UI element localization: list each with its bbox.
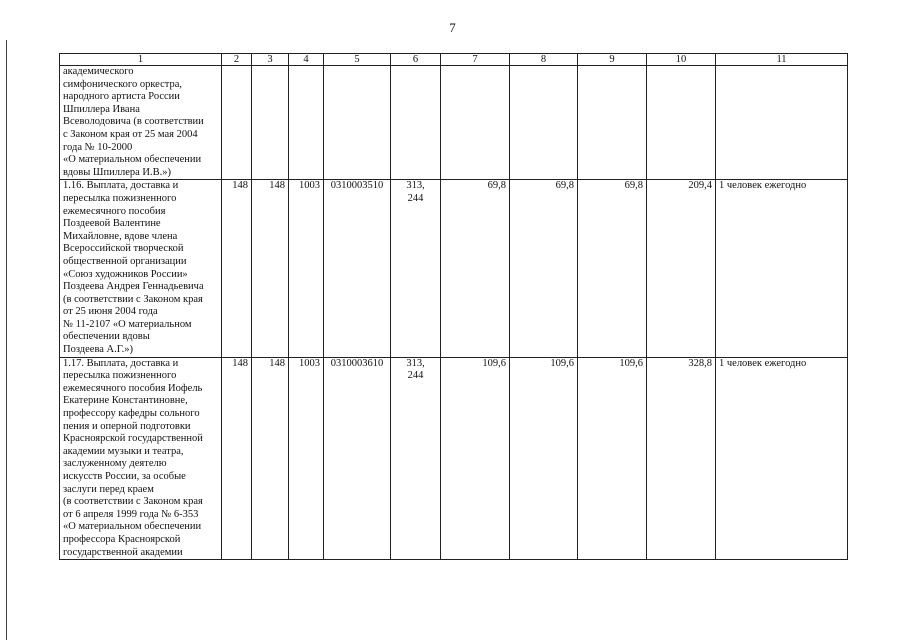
table-row	[60, 357, 848, 560]
column-header-10: 10	[647, 54, 716, 66]
column-header-1: 1	[60, 54, 222, 66]
table-cell	[289, 66, 324, 180]
table-cell: 328,8	[647, 357, 716, 560]
table-cell	[222, 66, 252, 180]
table-cell	[510, 66, 578, 180]
column-header-7: 7	[441, 54, 510, 66]
table-row	[60, 66, 848, 180]
column-header-5: 5	[324, 54, 391, 66]
table-cell	[441, 66, 510, 180]
table-cell: 109,6	[510, 357, 578, 560]
table-cell: 148	[222, 180, 252, 357]
column-header-11: 11	[716, 54, 848, 66]
header-row	[60, 54, 848, 66]
table-cell: 1 человек ежегодно	[716, 180, 848, 357]
scan-edge-line	[6, 40, 7, 640]
column-header-2: 2	[222, 54, 252, 66]
row-description: академического симфонического оркестра, народного артиста России Шпиллера Ивана Всеволодовича (в соответствии с Законом края от 25 мая 2004 года № 10-2000 «О материальном обеспечении вдовы Шпиллера И.В.»)	[60, 66, 222, 180]
table-cell	[647, 66, 716, 180]
table-cell: 148	[252, 357, 289, 560]
table-cell	[324, 66, 391, 180]
budget-table	[59, 53, 848, 560]
table-cell	[578, 66, 647, 180]
table-cell: 148	[222, 357, 252, 560]
row-description: 1.16. Выплата, доставка и пересылка пожизненного ежемесячного пособия Поздеевой Валентине Михайловне, вдове члена Всероссийской творческой общественной организации «Союз художников России» Поздеева Андрея Геннадьевича (в соответствии с Законом края от 25 июня 2004 года № 11-2107 «О материальном обеспечении вдовы Поздеева А.Г.»)	[60, 180, 222, 357]
table-cell: 69,8	[578, 180, 647, 357]
table-cell: 109,6	[441, 357, 510, 560]
table-cell: 0310003610	[324, 357, 391, 560]
table-cell: 69,8	[441, 180, 510, 357]
table-cell: 209,4	[647, 180, 716, 357]
column-header-9: 9	[578, 54, 647, 66]
table-cell: 313, 244	[391, 357, 441, 560]
table-cell	[716, 66, 848, 180]
table-cell: 1003	[289, 180, 324, 357]
table-cell	[391, 66, 441, 180]
table-cell: 0310003510	[324, 180, 391, 357]
page-number: 7	[449, 20, 456, 35]
column-header-3: 3	[252, 54, 289, 66]
row-description: 1.17. Выплата, доставка и пересылка пожизненного ежемесячного пособия Иофель Екатерине Константиновне, профессору кафедры сольного пения и оперной подготовки Красноярской государственной академии музыки и театра, заслуженному деятелю искусств России, за особые заслуги перед краем (в соответствии с Законом края от 6 апреля 1999 года № 6-353 «О материальном обеспечении профессора Красноярской государственной академии	[60, 357, 222, 560]
column-header-4: 4	[289, 54, 324, 66]
table-row	[60, 180, 848, 357]
column-header-6: 6	[391, 54, 441, 66]
table-cell: 69,8	[510, 180, 578, 357]
table-cell	[252, 66, 289, 180]
table-cell: 109,6	[578, 357, 647, 560]
table-cell: 148	[252, 180, 289, 357]
table-cell: 1 человек ежегодно	[716, 357, 848, 560]
table-cell: 313, 244	[391, 180, 441, 357]
column-header-8: 8	[510, 54, 578, 66]
table-cell: 1003	[289, 357, 324, 560]
